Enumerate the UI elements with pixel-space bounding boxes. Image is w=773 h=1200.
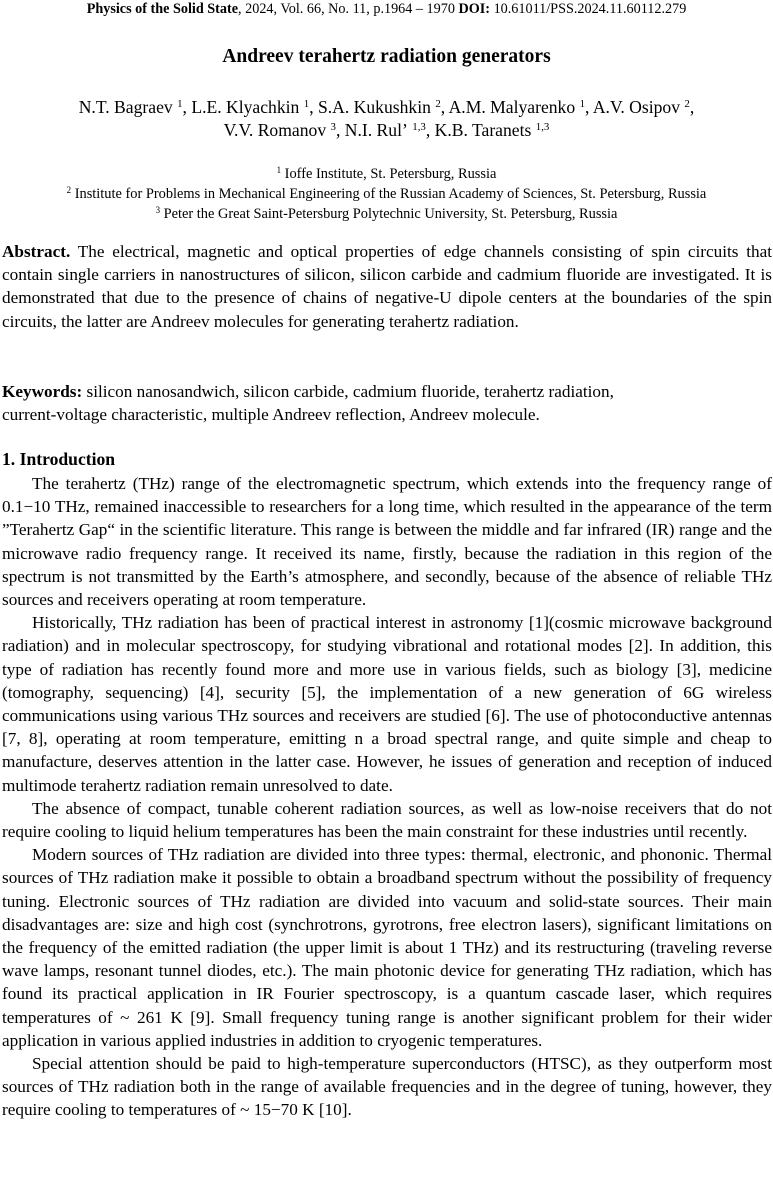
keywords [2,380,772,426]
author-affiliation-mark: 1 [579,98,586,110]
abstract-label: Abstract. [2,242,71,261]
citation: , 2024, Vol. 66, No. 11, p.1964 – 1970 [238,1,459,17]
affiliation-text: Peter the Great Saint-Petersburg Polytechnic University, St. Petersburg, Russia [163,206,618,222]
affiliation-number: 1 [276,165,282,176]
author-affiliation-mark: 2 [435,98,441,110]
introduction-body [2,472,772,1122]
running-header [0,0,773,18]
author: A.M. Malyarenko [448,97,576,117]
author-line-1: N.T. Bagraev $^1$, L.E. Klyachkin $^1$, S.A. Kukushkin $^2$, A.M. Malyarenko $^1$, A.V. Osipov $^2$, [78,97,695,117]
keywords-text-line-2: current-voltage characteristic, multiple Andreev reflection, Andreev molecule. [2,405,540,425]
author-affiliation-mark: 1,3 [412,121,426,133]
affiliation-text: Institute for Problems in Mechanical Engineering of the Russian Academy of Sciences, St. Petersburg, Russia [74,186,707,202]
author: N.T. Bagraev [78,97,173,117]
affiliation-list [0,164,773,224]
paragraph: Historically, THz radiation has been of practical interest in astronomy [1](cosmic microwave background radiation) and in molecular spectroscopy, for studying vibrational and rotational modes [2]. In addition, this type of radiation has recently found more and more use in various fields, such as biology [3], medicine (tomography, sequencing) [4], security [5], the implementation of a new generation of 6G wireless communications using various THz sources and receivers are studied [6]. The use of photoconductive antennas [7, 8], operating at room temperature, emitting n a broad spectral range, and quite simple and cheap to manufacture, deserves attention in the latter case. However, he issues of generation and reception of induced multimode terahertz radiation remain unresolved to date. [2,613,772,795]
author-affiliation-mark: 1 [177,98,183,110]
doi: 10.61011/PSS.2024.11.60112.279 [490,1,687,17]
author-affiliation-mark: 3 [330,121,336,133]
author-affiliation-mark: 1 [303,98,310,110]
affiliation [0,164,773,184]
keywords-label: Keywords: [2,382,83,401]
paragraph: The absence of compact, tunable coherent radiation sources, as well as low-noise receivers that do not require cooling to liquid helium temperatures has been the main constraint for these industries until recently. [2,798,772,842]
affiliation [0,204,773,224]
author: L.E. Klyachkin [191,97,300,117]
author: S.A. Kukushkin [317,97,431,117]
keywords-text-line-1: silicon nanosandwich, silicon carbide, cadmium fluoride, terahertz radiation, [82,382,614,401]
author-list [0,96,773,142]
author: V.V. Romanov [223,120,327,140]
author-line-2: V.V. Romanov $^3$, N.I. Rul’ $^{1,3}$, K.B. Taranets $^{1,3}$ [223,120,550,140]
affiliation-number: 2 [66,185,72,196]
author: N.I. Rul’ [344,120,408,140]
abstract [2,240,772,333]
affiliation-number: 3 [155,205,161,216]
author: K.B. Taranets [434,120,532,140]
abstract-text: The electrical, magnetic and optical properties of edge channels consisting of spin circuits that contain single carriers in nanostructures of silicon, silicon carbide and cadmium fluoride are investigated. It is demonstrated that due to the presence of chains of negative-U dipole centers at the boundaries of the spin circuits, the latter are Andreev molecules for generating terahertz radiation. [2,242,772,331]
author-affiliation-mark: 1,3 [535,121,550,133]
affiliation-text: Ioffe Institute, St. Petersburg, Russia [284,166,497,182]
paragraph: Modern sources of THz radiation are divided into three types: thermal, electronic, and phononic. Thermal sources of THz radiation make it possible to obtain a broadband spectrum without the possibility of frequency tuning. Electronic sources of THz radiation are divided into vacuum and solid-state sources. Their main disadvantages are: size and high cost (synchrotrons, gyrotrons, free electron lasers), significant limitations on the frequency of the emitted radiation (the upper limit is about 1 THz) and its restructuring (traveling reverse wave lamps, resonant tunnel diodes, etc.). The main photonic device for generating THz radiation, which has found its practical application in IR Fourier spectroscopy, is a quantum cascade laser, which requires temperatures of ~ 261 K [9]. Small frequency tuning range is another significant problem for their wider application in various applied industries in addition to cryogenic temperatures. [2,845,772,1050]
paragraph: The terahertz (THz) range of the electromagnetic spectrum, which extends into the frequency range of 0.1−10 THz, remained inaccessible to researchers for a long time, which resulted in the appearance of the term ”Terahertz Gap“ in the scientific literature. This range is between the middle and far infrared (IR) range and the microwave radio frequency range. It received its name, firstly, because the radiation in this region of the spectrum is not transmitted by the Earth’s atmosphere, and secondly, because of the absence of reliable THz sources and receivers operating at room temperature. [2,474,772,610]
paragraph: Special attention should be paid to high-temperature superconductors (HTSC), as they outperform most sources of THz radiation both in the range of available frequencies and in the degree of tuning, however, they require cooling to temperatures of ~ 15−70 K [10]. [2,1054,772,1120]
section-heading-introduction: 1. Introduction [2,449,116,469]
author-affiliation-mark: 2 [684,98,690,110]
journal-name: Physics of the Solid State [86,1,239,17]
doi-label: DOI: [458,1,491,17]
affiliation [0,184,773,204]
paper-title: Andreev terahertz radiation generators [222,46,551,67]
author: A.V. Osipov [592,97,681,117]
